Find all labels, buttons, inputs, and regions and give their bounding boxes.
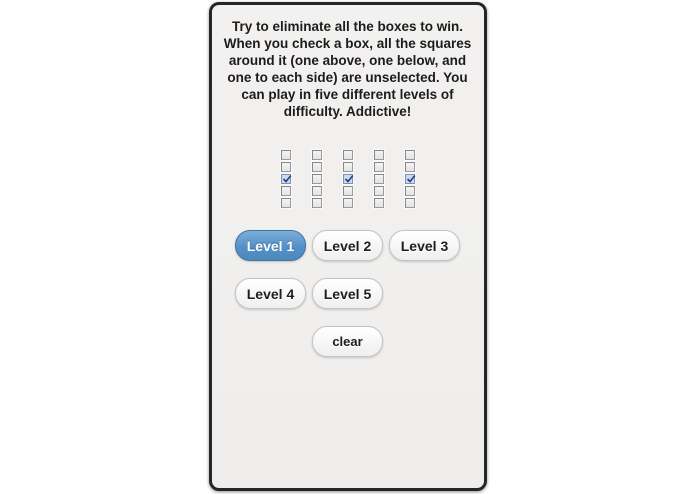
- level-1-button[interactable]: Level 1: [235, 230, 306, 261]
- checkbox-r4-c3[interactable]: [343, 186, 353, 196]
- game-panel: [209, 2, 487, 491]
- checkbox-r3-c2[interactable]: [312, 174, 322, 184]
- level-4-button[interactable]: Level 4: [235, 278, 306, 309]
- checkbox-r2-c1[interactable]: [281, 162, 291, 172]
- checkbox-r4-c1[interactable]: [281, 186, 291, 196]
- checkbox-r5-c4[interactable]: [374, 198, 384, 208]
- checkbox-r3-c1-checked[interactable]: [281, 174, 291, 184]
- checkbox-r5-c1[interactable]: [281, 198, 291, 208]
- checkbox-r1-c2[interactable]: [312, 150, 322, 160]
- button-panel: [212, 230, 484, 357]
- checkbox-r3-c5-checked[interactable]: [405, 174, 415, 184]
- checkbox-r1-c5[interactable]: [405, 150, 415, 160]
- checkbox-r1-c4[interactable]: [374, 150, 384, 160]
- clear-button[interactable]: clear: [312, 326, 383, 357]
- checkbox-r5-c3[interactable]: [343, 198, 353, 208]
- checkbox-r2-c3[interactable]: [343, 162, 353, 172]
- checkbox-r3-c3-checked[interactable]: [343, 174, 353, 184]
- checkbox-r5-c5[interactable]: [405, 198, 415, 208]
- level-3-button[interactable]: Level 3: [389, 230, 460, 261]
- checkbox-r4-c2[interactable]: [312, 186, 322, 196]
- checkbox-r1-c3[interactable]: [343, 150, 353, 160]
- level-2-button[interactable]: Level 2: [312, 230, 383, 261]
- checkbox-r4-c4[interactable]: [374, 186, 384, 196]
- checkbox-r2-c2[interactable]: [312, 162, 322, 172]
- checkbox-r3-c4[interactable]: [374, 174, 384, 184]
- checkbox-r1-c1[interactable]: [281, 150, 291, 160]
- checkbox-r2-c5[interactable]: [405, 162, 415, 172]
- checkbox-grid: [212, 150, 484, 208]
- instructions-text: Try to eliminate all the boxes to win. When you check a box, all the squares around it (one above, one below, and one to each side) are unselected. You can play in five different levels of difficulty. Addictive!: [223, 19, 472, 119]
- check-mark-icon: [406, 174, 416, 184]
- check-mark-icon: [282, 174, 292, 184]
- level-5-button[interactable]: Level 5: [312, 278, 383, 309]
- check-mark-icon: [344, 174, 354, 184]
- checkbox-r2-c4[interactable]: [374, 162, 384, 172]
- checkbox-r5-c2[interactable]: [312, 198, 322, 208]
- checkbox-r4-c5[interactable]: [405, 186, 415, 196]
